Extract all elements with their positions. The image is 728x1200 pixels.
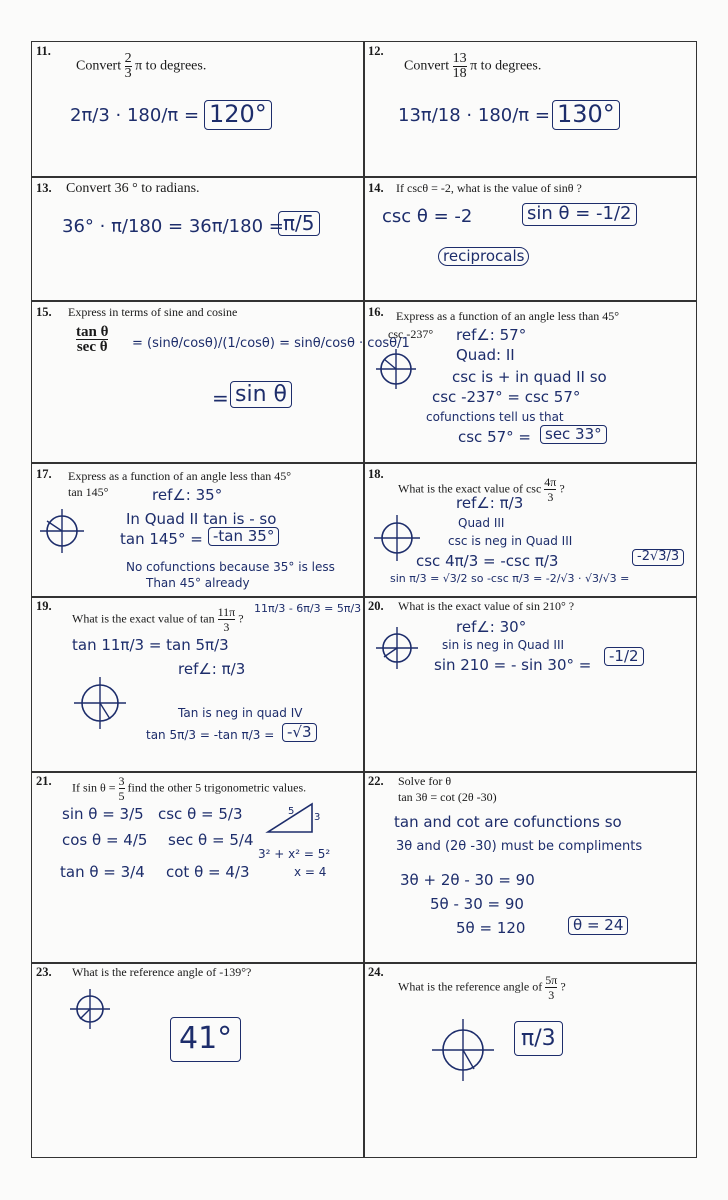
problem-number: 17. [36,467,52,481]
work-line: 3θ + 2θ - 30 = 90 [400,871,535,889]
problem-number: 13. [36,181,52,195]
problem-prompt [72,605,244,634]
prompt-text: What is the exact value of tan [72,611,215,626]
trig-value: cos θ = 4/5 [62,831,148,849]
problem-prompt: What is the reference angle of -139°? [72,965,252,979]
problem-number: 16. [368,305,384,319]
problem-prompt [404,52,541,81]
work-line: In Quad II tan is - so [126,510,277,528]
trig-value: sin θ = 3/5 [62,805,144,823]
prompt-fraction [218,605,236,634]
problem-12 [364,42,698,176]
problem-number: 14. [368,181,384,195]
frac-bottom: 3 [223,620,230,634]
problem-number: 15. [36,305,52,319]
expression [76,325,108,354]
frac-top: 5π [545,973,558,987]
unit-circle-sketch [38,507,86,555]
work-line: No cofunctions because 35° is less [126,560,335,574]
problem-17 [32,463,363,596]
problem-prompt: Express as a function of an angle less than 45° [396,309,620,323]
unit-circle-sketch [430,1017,496,1083]
trig-value: cot θ = 4/3 [166,863,250,881]
problem-22 [364,772,698,962]
given-equation: tan 3θ = cot (2θ -30) [398,790,497,804]
problem-21 [32,772,363,962]
problem-prompt: Solve for θ [398,774,452,788]
problem-number: 21. [36,774,52,788]
problem-16 [364,301,698,462]
prompt-suffix: π to degrees. [135,58,207,74]
frac-bottom: 3 [124,66,132,81]
answer-box: π/5 [278,211,320,236]
work-line: csc is + in quad II so [452,368,607,386]
problem-number: 24. [368,965,384,979]
prompt-text: What is the reference angle of [398,979,543,994]
prompt-fraction [545,973,557,1002]
answer-box: -√3 [282,723,317,742]
prompt-suffix: π to degrees. [470,58,542,74]
work-line: 5θ - 30 = 90 [430,895,524,913]
work-line: 5θ = 120 [456,919,526,937]
work-line: 3² + x² = 5² [258,847,331,861]
prompt-suffix: find the other 5 trigonometric values. [127,780,307,795]
answer-box: -tan 35° [208,527,279,546]
work-line: 11π/3 - 6π/3 = 5π/3 [254,602,362,615]
handwritten-work: csc θ = -2 [382,206,473,227]
prompt-text: Convert [404,58,450,74]
frac-bottom: 5 [118,789,125,803]
problem-prompt [398,973,566,1002]
prompt-fraction [544,475,556,504]
work-line: Quad: II [456,346,515,364]
answer-box: 41° [170,1017,241,1062]
work-line: tan 11π/3 = tan 5π/3 [72,636,229,654]
frac-bottom: 18 [452,66,467,81]
given-expression: csc -237° [388,327,434,341]
frac-top: 2 [124,51,132,66]
work-line: ref∠: 30° [456,618,527,636]
expr-bottom: sec θ [76,339,108,355]
prompt-fraction [453,52,467,81]
unit-circle-sketch [374,347,418,391]
work-line: tan and cot are cofunctions so [394,813,622,831]
work-line: tan 5π/3 = -tan π/3 = [146,728,275,742]
work-line: x = 4 [294,865,327,879]
problem-prompt: What is the exact value of sin 210° ? [398,599,575,613]
expression-fraction [76,325,108,354]
problem-20 [364,597,698,771]
answer-box: sin θ = -1/2 [522,203,637,226]
problem-18 [364,463,698,596]
work-line: Tan is neg in quad IV [178,706,303,720]
problem-prompt [76,52,206,81]
work-line: csc 4π/3 = -csc π/3 [416,552,559,570]
unit-circle-sketch [372,513,422,563]
trig-value: tan θ = 3/4 [60,863,145,881]
frac-top: 13 [452,51,467,66]
answer-box: 120° [204,100,272,130]
equals-sign: = [212,386,229,410]
svg-text:5: 5 [288,806,295,817]
work-line: sin is neg in Quad III [442,638,565,652]
problem-number: 22. [368,774,384,788]
answer-box: π/3 [514,1021,563,1056]
handwritten-work: 13π/18 · 180/π = [398,105,550,126]
answer-box: 130° [552,100,620,130]
expr-top: tan θ [76,324,109,340]
handwritten-work: 36° · π/180 = 36π/180 = [62,216,284,237]
work-line: sin π/3 = √3/2 so -csc π/3 = -2/√3 · √3/√3 = [390,572,630,585]
problem-23 [32,963,363,1159]
svg-text:3: 3 [314,812,321,823]
frac-top: 3 [118,774,125,788]
work-line: ref∠: 57° [456,326,527,344]
work-line: sin 210 = - sin 30° = [434,656,592,674]
work-line: cofunctions tell us that [426,410,564,424]
work-line: csc -237° = csc 57° [432,388,581,406]
trig-value: csc θ = 5/3 [158,805,243,823]
frac-bottom: 3 [547,490,554,504]
unit-circle-sketch [374,625,420,671]
answer-box: θ = 24 [568,916,628,935]
problem-number: 19. [36,599,52,613]
work-line: ref∠: π/3 [456,494,524,512]
prompt-text: What is the exact value of csc [398,481,542,496]
problem-prompt: Express in terms of sine and cosine [68,305,238,319]
answer-box: -2√3/3 [632,549,684,566]
handwritten-work: 2π/3 · 180/π = [70,105,200,126]
work-line: Quad III [458,516,505,530]
work-line: Than 45° already [146,576,250,590]
problem-19 [32,597,363,771]
frac-bottom: 3 [548,988,555,1002]
worksheet-grid [31,41,697,1158]
handwritten-work: = (sinθ/cosθ)/(1/cosθ) = sinθ/cosθ · cosθ/1 [132,336,410,351]
problem-14 [364,177,698,300]
work-line: ref∠: 35° [152,486,223,504]
prompt-fraction [119,774,125,803]
problem-11 [32,42,363,176]
frac-top: 4π [544,475,557,489]
work-line: 3θ and (2θ -30) must be compliments [396,839,643,854]
frac-top: 11π [217,605,236,619]
trig-value: sec θ = 5/4 [168,831,254,849]
work-line: csc 57° = [458,428,532,446]
problem-prompt: Express as a function of an angle less than 45° [68,469,292,483]
answer-box: sec 33° [540,425,607,444]
given-expression: tan 145° [68,485,109,499]
unit-circle-sketch [72,675,128,731]
prompt-suffix: ? [559,481,565,496]
problem-number: 23. [36,965,52,979]
problem-prompt: Convert 36 ° to radians. [66,181,200,196]
problem-number: 11. [36,44,51,58]
work-line: ref∠: π/3 [178,660,246,678]
prompt-text: Convert [76,58,122,74]
prompt-text: If sin θ = [72,780,116,795]
prompt-fraction [125,52,132,81]
prompt-suffix: ? [238,611,244,626]
prompt-suffix: ? [560,979,566,994]
work-line: csc is neg in Quad III [448,534,573,548]
work-line: tan 145° = [120,530,203,548]
problem-number: 12. [368,44,384,58]
problem-number: 18. [368,467,384,481]
problem-prompt: If cscθ = -2, what is the value of sinθ ? [396,181,582,195]
triangle-sketch [262,798,321,838]
note-bubble: reciprocals [438,247,529,266]
problem-number: 20. [368,599,384,613]
answer-box: sin θ [230,381,292,408]
problem-24 [364,963,698,1159]
unit-circle-sketch [68,987,112,1031]
problem-13 [32,177,363,300]
answer-box: -1/2 [604,647,644,666]
